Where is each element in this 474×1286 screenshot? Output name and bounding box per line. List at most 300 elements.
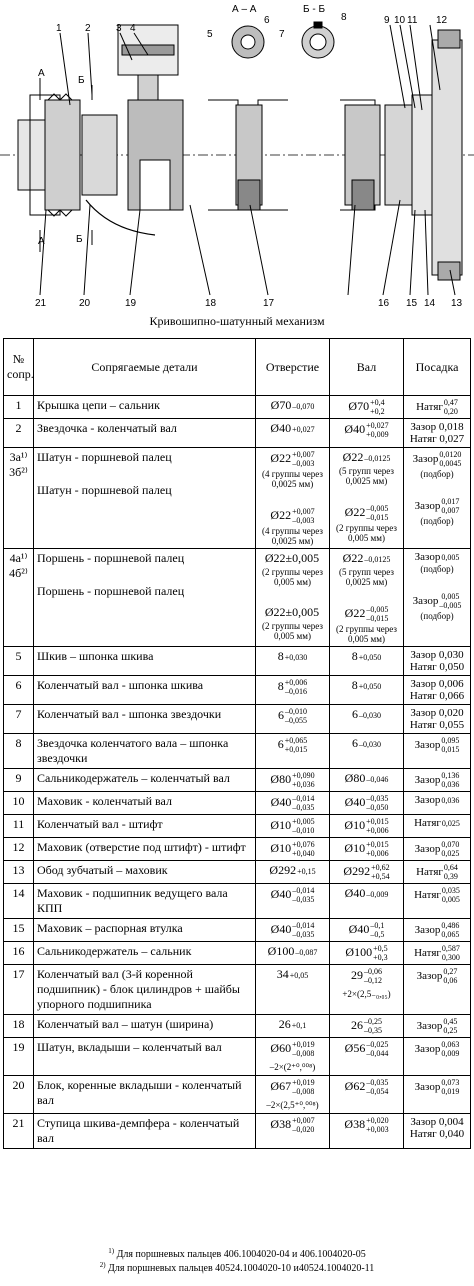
dimension-base: Зазор xyxy=(414,551,441,563)
mating-part: Блок, коренные вкладыши - коленчатый вал xyxy=(37,1078,242,1107)
callout-13: 13 xyxy=(451,298,463,309)
fit-cell xyxy=(404,647,471,676)
tolerance-upper: +0,050 xyxy=(358,681,382,691)
tolerance-upper: +0,62 xyxy=(371,863,390,872)
dimension-value xyxy=(344,504,389,522)
tolerance-upper: +0,065 xyxy=(284,736,308,745)
tolerance xyxy=(366,1078,388,1096)
mating-parts xyxy=(34,734,256,769)
dimension xyxy=(259,886,326,904)
table-row xyxy=(4,884,471,919)
row-number: 9 xyxy=(4,769,34,792)
dimension-value xyxy=(270,1116,315,1134)
dimension xyxy=(259,398,326,413)
row-number: 12 xyxy=(4,838,34,861)
tolerance-lower: –0,035 xyxy=(292,803,315,812)
dimension-base: Натяг xyxy=(414,817,441,829)
tolerance xyxy=(366,421,389,439)
tolerance-upper: +0,015 xyxy=(366,817,389,826)
mating-part: Сальникодержатель – коленчатый вал xyxy=(37,771,230,785)
figure-caption: Кривошипно-шатунный механизм xyxy=(149,314,325,328)
dimension-base: Натяг xyxy=(416,865,443,878)
row-number: 13 xyxy=(4,861,34,884)
dimension-base: Ø22 xyxy=(344,605,366,620)
dimension-base: Ø40 xyxy=(270,421,292,435)
tolerance-upper: –0,025 xyxy=(366,1040,389,1049)
tolerance-lower: 0,036 xyxy=(441,780,460,789)
hole-cell xyxy=(256,1076,330,1114)
mating-parts xyxy=(34,769,256,792)
dimension-base: Ø67 xyxy=(270,1078,292,1093)
tolerance-lower: –0,044 xyxy=(366,1049,389,1058)
mating-part: Шатун - поршневой палец xyxy=(37,483,172,497)
callout-5: 5 xyxy=(207,29,213,40)
dimension xyxy=(333,736,400,751)
hole-cell xyxy=(256,769,330,792)
dimension-base: 34 xyxy=(276,967,289,981)
tolerance-lower: –0,035 xyxy=(292,930,315,939)
tolerance xyxy=(366,817,389,835)
row-number: 10 xyxy=(4,792,34,815)
row-number: 1 xyxy=(4,396,34,419)
dimension-base: Ø292 xyxy=(343,863,371,878)
tolerance xyxy=(359,740,381,749)
dimension-value xyxy=(270,794,315,812)
table-row xyxy=(4,419,471,448)
section-label-bb: Б - Б xyxy=(303,4,326,15)
tolerance-upper: 0,035 xyxy=(441,886,460,895)
dimension-value xyxy=(351,967,382,985)
mating-part: Коленчатый вал (3-й коренной подшипник) - блок цилиндров + шайбы упорного подшипника xyxy=(37,967,240,1011)
row-number: 16 xyxy=(4,942,34,965)
tolerance-upper: 0,47 xyxy=(443,398,458,407)
tolerance-lower: –0,046 xyxy=(366,774,389,784)
tolerance-upper: 0,64 xyxy=(443,863,458,872)
tolerance-lower: –0,015 xyxy=(366,614,389,623)
tolerance-upper: 0,070 xyxy=(441,840,460,849)
dimension xyxy=(333,551,400,587)
tolerance xyxy=(285,678,308,696)
dimension-note: (4 группы через 0,0025 мм) xyxy=(262,526,323,546)
callout-21: 21 xyxy=(35,298,47,309)
tolerance xyxy=(366,775,388,784)
dimension xyxy=(333,886,400,901)
tolerance-upper: –0,06 xyxy=(364,967,382,976)
dimension-value xyxy=(416,967,458,985)
tolerance xyxy=(285,653,308,662)
table-row xyxy=(4,1076,471,1114)
tolerance-lower: –0,055 xyxy=(285,716,307,725)
mating-parts xyxy=(34,1076,256,1114)
dimension xyxy=(259,678,326,696)
fit-cell xyxy=(404,815,471,838)
tolerance-lower: 0,25 xyxy=(443,1026,458,1035)
dimension-note: (подбор) xyxy=(420,564,454,574)
fit-cell xyxy=(404,919,471,942)
dimension xyxy=(407,921,467,939)
shaft-cell xyxy=(330,769,404,792)
tolerance-upper: 0,27 xyxy=(443,967,458,976)
dimension-value xyxy=(416,398,458,416)
dimension-base: Ø100 xyxy=(267,944,295,958)
dimension-base: Ø62 xyxy=(344,1078,366,1093)
tolerance-lower: –0,0125 xyxy=(364,554,391,564)
callout-12: 12 xyxy=(436,15,448,26)
dimension-text: Зазор 0,018 xyxy=(410,421,464,433)
tolerance-upper: 0,036 xyxy=(441,795,460,805)
mating-part: Поршень - поршневой палец xyxy=(37,551,185,565)
fit-cell xyxy=(404,549,471,647)
dimension xyxy=(407,719,467,731)
hole-cell xyxy=(256,448,330,549)
tolerance xyxy=(359,653,382,662)
callout-8: 8 xyxy=(341,12,347,23)
dimension xyxy=(407,886,467,904)
fit-cell xyxy=(404,676,471,705)
table-row xyxy=(4,942,471,965)
fit-cell xyxy=(404,792,471,815)
hole-cell xyxy=(256,705,330,734)
fit-cell xyxy=(404,1076,471,1114)
dimension-note: (2 группы через 0,005 мм) xyxy=(336,624,397,644)
tolerance-upper: +0,15 xyxy=(297,866,316,876)
tolerance-upper: +0,005 xyxy=(292,817,315,826)
dimension-base: Ø22 xyxy=(344,504,366,519)
tolerance xyxy=(366,504,388,522)
dimension xyxy=(333,421,400,439)
dimension xyxy=(333,840,400,858)
mating-parts xyxy=(34,884,256,919)
dimension-value xyxy=(270,1078,315,1096)
tolerance xyxy=(439,450,461,468)
dimension-base: Зазор xyxy=(416,1019,443,1032)
mating-part: Коленчатый вал - штифт xyxy=(37,817,163,831)
mating-parts xyxy=(34,448,256,549)
shaft-cell xyxy=(330,419,404,448)
dimension-value xyxy=(344,421,389,439)
mating-parts xyxy=(34,965,256,1015)
dimension-base: Зазор xyxy=(414,842,441,855)
dimension-value xyxy=(277,967,309,981)
dimension xyxy=(259,794,326,812)
tolerance-upper: 0,587 xyxy=(441,944,460,953)
tolerance-lower: +0,015 xyxy=(284,745,308,754)
dimension-base: Ø40 xyxy=(348,921,370,936)
callout-11: 11 xyxy=(407,15,418,26)
tolerance xyxy=(295,948,317,957)
dimension-value xyxy=(265,605,320,619)
mating-parts xyxy=(34,838,256,861)
fit-cell xyxy=(404,448,471,549)
dimension-value xyxy=(269,863,315,877)
dimension-base: Зазор xyxy=(414,499,441,512)
tolerance-upper: +0,090 xyxy=(292,771,315,780)
dimension-base: Зазор xyxy=(414,794,441,806)
hole-cell xyxy=(256,1038,330,1076)
shaft-cell xyxy=(330,838,404,861)
row-number: 5 xyxy=(4,647,34,676)
tolerance-lower: +0,006 xyxy=(366,849,389,858)
dimension-value xyxy=(270,886,315,904)
tolerance-lower: –0,5 xyxy=(370,930,385,939)
dimension-base: Ø70 xyxy=(270,398,292,412)
dimension-base: Натяг xyxy=(416,400,443,413)
row-number: 17 xyxy=(4,965,34,1015)
dimension-value xyxy=(270,840,315,858)
dimension-value xyxy=(343,450,391,464)
dimension xyxy=(259,605,326,641)
fit-cell xyxy=(404,1114,471,1149)
dimension xyxy=(407,967,467,985)
tolerance xyxy=(292,507,315,525)
mating-part: Коленчатый вал – шатун (ширина) xyxy=(37,1017,214,1031)
dimension-value xyxy=(344,840,389,858)
dimension-value xyxy=(414,736,460,754)
tolerance xyxy=(371,863,390,881)
fit-cell xyxy=(404,705,471,734)
mating-part: Крышка цепи – сальник xyxy=(37,398,160,412)
dimension-base: Ø22 xyxy=(342,450,364,464)
tolerance-lower: 0,20 xyxy=(443,407,458,416)
table-row xyxy=(4,1038,471,1076)
tolerance-lower: +0,009 xyxy=(366,430,389,439)
row-number: 15 xyxy=(4,919,34,942)
dimension-base: 29 xyxy=(351,967,363,982)
row-number: 2 xyxy=(4,419,34,448)
tolerance xyxy=(292,771,315,789)
tolerance-lower: –0,050 xyxy=(366,803,389,812)
hole-cell xyxy=(256,861,330,884)
mating-parts xyxy=(34,815,256,838)
tolerance-upper: –0,25 xyxy=(364,1017,382,1026)
tolerance xyxy=(442,944,460,962)
callout-14: 14 xyxy=(424,298,436,309)
callout-2: 2 xyxy=(85,23,91,34)
dimension-value xyxy=(343,551,391,565)
hole-cell xyxy=(256,647,330,676)
dimension-base: Ø100 xyxy=(345,944,373,959)
tolerance xyxy=(441,921,459,939)
dimension xyxy=(407,1116,467,1128)
row-number: 3а¹⁾ 3б²⁾ xyxy=(4,448,34,549)
dimension-value xyxy=(412,450,462,468)
dimension-base: 8 xyxy=(277,649,284,663)
dimension xyxy=(407,450,467,479)
table-row xyxy=(4,549,471,647)
dimension-value xyxy=(414,771,460,789)
shaft-cell xyxy=(330,549,404,647)
tolerance-upper: 0,017 xyxy=(441,497,460,506)
dimension xyxy=(407,433,467,445)
tolerance xyxy=(292,817,315,835)
dimension xyxy=(407,817,467,829)
mating-parts xyxy=(34,549,256,647)
header-fit: Посадка xyxy=(404,339,471,396)
dimension-base: Ø22 xyxy=(270,450,292,465)
dimension xyxy=(259,421,326,436)
tolerance xyxy=(366,605,388,623)
dimension-extra: –2×(2⁺⁰,⁰⁰⁸) xyxy=(269,1062,316,1072)
dimension xyxy=(259,967,326,982)
dimension xyxy=(259,921,326,939)
dimension-value xyxy=(345,771,389,785)
mating-parts xyxy=(34,1015,256,1038)
dimension-base: Ø80 xyxy=(270,771,292,786)
dimension-value xyxy=(414,886,460,904)
dimension xyxy=(259,863,326,878)
dimension-note: (подбор) xyxy=(420,611,454,621)
tolerance-lower: 0,007 xyxy=(441,506,460,515)
shaft-cell xyxy=(330,815,404,838)
dimension xyxy=(259,649,326,664)
mating-part: Звездочка - коленчатый вал xyxy=(37,421,177,435)
row-number: 4а¹⁾ 4б²⁾ xyxy=(4,549,34,647)
tolerance xyxy=(366,1040,388,1058)
dimension xyxy=(333,398,400,416)
dimension-text: Зазор 0,004 xyxy=(410,1116,464,1128)
tolerance xyxy=(285,736,308,754)
tolerance xyxy=(441,796,459,805)
mating-part: Звездочка коленчатого вала – шпонка звездочки xyxy=(37,736,229,765)
tolerance xyxy=(441,736,459,754)
fit-cell xyxy=(404,884,471,919)
dimension-text: Натяг 0,055 xyxy=(409,719,465,731)
dimension-note: (5 групп через 0,0025 мм) xyxy=(339,466,394,486)
tolerance-upper: 0,095 xyxy=(441,736,460,745)
dimension xyxy=(407,1017,467,1035)
dimension-base: 26 xyxy=(278,1017,291,1031)
tolerance xyxy=(366,840,389,858)
cut-label-a-bottom: А xyxy=(38,236,45,247)
tolerance xyxy=(441,553,459,562)
mating-part: Обод зубчатый – маховик xyxy=(37,863,168,877)
dimension xyxy=(259,551,326,587)
dimension-value xyxy=(412,592,462,610)
tolerance-upper: 0,025 xyxy=(441,818,460,828)
dimension xyxy=(407,707,467,719)
dimension-text: Зазор 0,020 xyxy=(410,707,464,719)
dimension xyxy=(407,678,467,690)
dimension xyxy=(407,649,467,661)
tolerance xyxy=(373,944,388,962)
tolerance-lower: +0,2 xyxy=(370,407,385,416)
tolerance xyxy=(441,1040,459,1058)
tolerance-upper: 0,136 xyxy=(441,771,460,780)
dimension-value xyxy=(416,1017,458,1035)
dimension xyxy=(407,736,467,754)
dimension-value xyxy=(265,551,320,565)
dimension-value xyxy=(344,817,389,835)
callout-6: 6 xyxy=(264,15,270,26)
dimension xyxy=(333,817,400,835)
dimension xyxy=(407,794,467,806)
table-row xyxy=(4,647,471,676)
dimension-value xyxy=(352,678,382,692)
dimension-note: (2 группы через 0,005 мм) xyxy=(262,567,323,587)
tolerance-lower: 0,015 xyxy=(441,745,460,754)
mating-parts xyxy=(34,1114,256,1149)
dimension xyxy=(259,1040,326,1073)
dimension-value xyxy=(414,497,460,515)
dimension-base: Ø40 xyxy=(270,921,292,936)
footnote-1: $^{1)}$ Для поршневых пальцев 406.1004020-04 и 406.1004020-05 xyxy=(108,1247,366,1260)
shaft-cell xyxy=(330,1114,404,1149)
dimension xyxy=(407,551,467,574)
dimension xyxy=(407,421,467,433)
hole-cell xyxy=(256,965,330,1015)
mating-part: Шатун, вкладыши – коленчатый вал xyxy=(37,1040,222,1054)
dimension-value xyxy=(270,421,314,435)
dimension-base: Ø292 xyxy=(269,863,297,877)
dimension xyxy=(259,840,326,858)
mating-parts xyxy=(34,919,256,942)
dimension-text: Зазор 0,030 xyxy=(410,649,464,661)
dimension xyxy=(259,771,326,789)
mating-part: Маховик - подшипник ведущего вала КПП xyxy=(37,886,228,915)
tolerance xyxy=(441,497,459,515)
tolerance xyxy=(364,555,390,564)
dimension xyxy=(407,771,467,789)
dimension xyxy=(259,944,326,959)
dimension-value xyxy=(277,678,308,696)
dimension-base: Зазор xyxy=(414,773,441,786)
dimension-note: (подбор) xyxy=(420,469,454,479)
tolerance-lower: –0,009 xyxy=(366,889,389,899)
cut-label-b-top: Б xyxy=(78,75,85,86)
tolerance-upper: +0,007 xyxy=(292,507,315,516)
dimension-note: (5 групп через 0,0025 мм) xyxy=(339,567,394,587)
hole-cell xyxy=(256,919,330,942)
fits-table xyxy=(3,338,471,1149)
callout-16: 16 xyxy=(378,298,390,309)
callout-20: 20 xyxy=(79,298,91,309)
tolerance xyxy=(359,711,381,720)
shaft-cell xyxy=(330,705,404,734)
tolerance-upper: –0,1 xyxy=(370,921,385,930)
dimension xyxy=(407,944,467,962)
footnote-2: $^{2)}$ Для поршневых пальцев 40524.1004020-10 и40524.1004020-11 xyxy=(99,1261,375,1274)
dimension-base: Ø80 xyxy=(344,771,366,785)
tolerance-lower: –0,070 xyxy=(292,401,315,411)
dimension-base: Натяг xyxy=(414,946,441,959)
dimension xyxy=(259,450,326,489)
header-number: № сопр. xyxy=(4,339,34,396)
dimension xyxy=(407,1128,467,1140)
dimension-base: Натяг xyxy=(414,888,441,901)
dimension xyxy=(333,771,400,786)
dimension-value xyxy=(414,1040,460,1058)
mating-part: Шкив – шпонка шкива xyxy=(37,649,154,663)
tolerance-upper: +0,019 xyxy=(292,1040,315,1049)
row-number: 21 xyxy=(4,1114,34,1149)
row-number: 20 xyxy=(4,1076,34,1114)
dimension-value xyxy=(270,817,315,835)
dimension-value xyxy=(416,863,458,881)
tolerance-upper: –0,014 xyxy=(292,886,315,895)
dimension-base: Ø56 xyxy=(344,1040,366,1055)
dimension-value xyxy=(278,649,308,663)
tolerance xyxy=(442,819,460,828)
tolerance-upper: 0,005 xyxy=(441,592,460,601)
fit-cell xyxy=(404,1038,471,1076)
mating-parts xyxy=(34,647,256,676)
dimension-base: Зазор xyxy=(412,594,439,607)
tolerance xyxy=(297,867,316,876)
row-number: 14 xyxy=(4,884,34,919)
dimension xyxy=(407,690,467,702)
tolerance-lower: 0,065 xyxy=(441,930,460,939)
tolerance xyxy=(292,402,314,411)
